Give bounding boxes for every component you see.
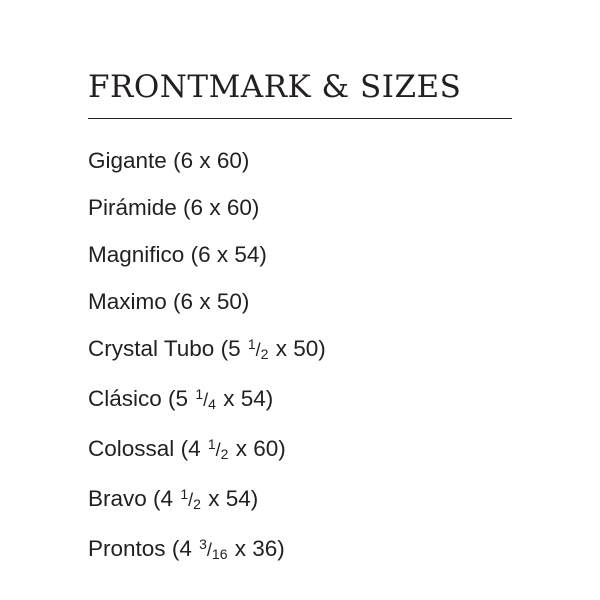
fraction-slash: / [206,539,212,560]
x-separator: x [199,147,211,173]
list-item [88,278,600,325]
fraction-numerator: 1 [207,435,216,452]
fraction-numerator: 1 [247,335,256,352]
fraction-slash: / [215,439,221,460]
close-paren: ) [277,535,285,561]
ring-fraction [208,425,229,475]
ring-gauge: 6 [198,241,211,267]
list-item [88,475,600,525]
ring-fraction [180,475,201,525]
length: 54 [234,241,260,267]
size-name: Clásico [88,385,162,411]
open-paren: ( [190,241,199,267]
size-name: Maximo [88,288,167,314]
fraction-numerator: 1 [195,385,204,402]
ring-fraction [199,525,227,575]
list-item [88,325,600,375]
x-separator: x [275,335,287,361]
x-separator: x [235,435,247,461]
title-divider [88,118,512,119]
open-paren: ( [183,194,191,220]
list-item [88,425,600,475]
length: 54 [225,485,251,511]
close-paren: ) [265,385,274,411]
x-separator: x [199,288,211,314]
length: 36 [252,535,278,561]
length: 50 [216,288,242,314]
close-paren: ) [259,241,267,267]
length: 60 [216,147,242,173]
ring-gauge: 4 [179,535,192,561]
size-name: Prontos [88,535,166,561]
list-item [88,231,600,278]
ring-gauge: 5 [175,385,189,411]
close-paren: ) [251,194,260,220]
ring-gauge: 4 [160,485,174,511]
list-item [88,375,600,425]
close-paren: ) [278,435,286,461]
ring-gauge: 5 [228,335,241,361]
x-separator: x [209,194,221,220]
fraction-denominator: 2 [260,345,269,362]
ring-gauge: 6 [180,147,194,173]
open-paren: ( [180,435,189,461]
close-paren: ) [241,288,250,314]
x-separator: x [208,485,220,511]
size-name: Colossal [88,435,175,461]
list-item [88,137,600,184]
close-paren: ) [250,485,259,511]
fraction-numerator: 1 [180,485,189,502]
size-list [88,137,600,575]
open-paren: ( [153,485,161,511]
length: 60 [226,194,252,220]
size-name: Bravo [88,485,147,511]
fraction-slash: / [203,389,209,410]
fraction-numerator: 3 [199,535,207,552]
size-name: Crystal Tubo [88,335,215,361]
x-separator: x [234,535,246,561]
fraction-slash: / [255,339,261,360]
open-paren: ( [220,335,229,361]
fraction-slash: / [188,489,194,510]
open-paren: ( [171,535,180,561]
ring-gauge: 6 [180,288,194,314]
page-title: FRONTMARK & SIZES [88,69,462,105]
length: 60 [253,435,279,461]
size-name: Magnifico [88,241,185,267]
ring-fraction [248,325,269,375]
open-paren: ( [173,288,181,314]
close-paren: ) [318,335,326,361]
fraction-denominator: 16 [211,545,228,562]
x-separator: x [223,385,235,411]
length: 50 [293,335,319,361]
fraction-denominator: 4 [208,395,216,412]
title-block [88,70,512,119]
size-name: Gigante [88,147,167,173]
size-name: Pirámide [88,194,177,220]
list-item [88,184,600,231]
list-item [88,525,600,575]
fraction-denominator: 2 [220,445,229,462]
ring-fraction [195,375,216,425]
ring-gauge: 6 [190,194,204,220]
close-paren: ) [241,147,250,173]
ring-gauge: 4 [188,435,201,461]
x-separator: x [216,241,229,267]
open-paren: ( [168,385,176,411]
fraction-denominator: 2 [193,495,201,512]
length: 54 [240,385,266,411]
open-paren: ( [173,147,181,173]
